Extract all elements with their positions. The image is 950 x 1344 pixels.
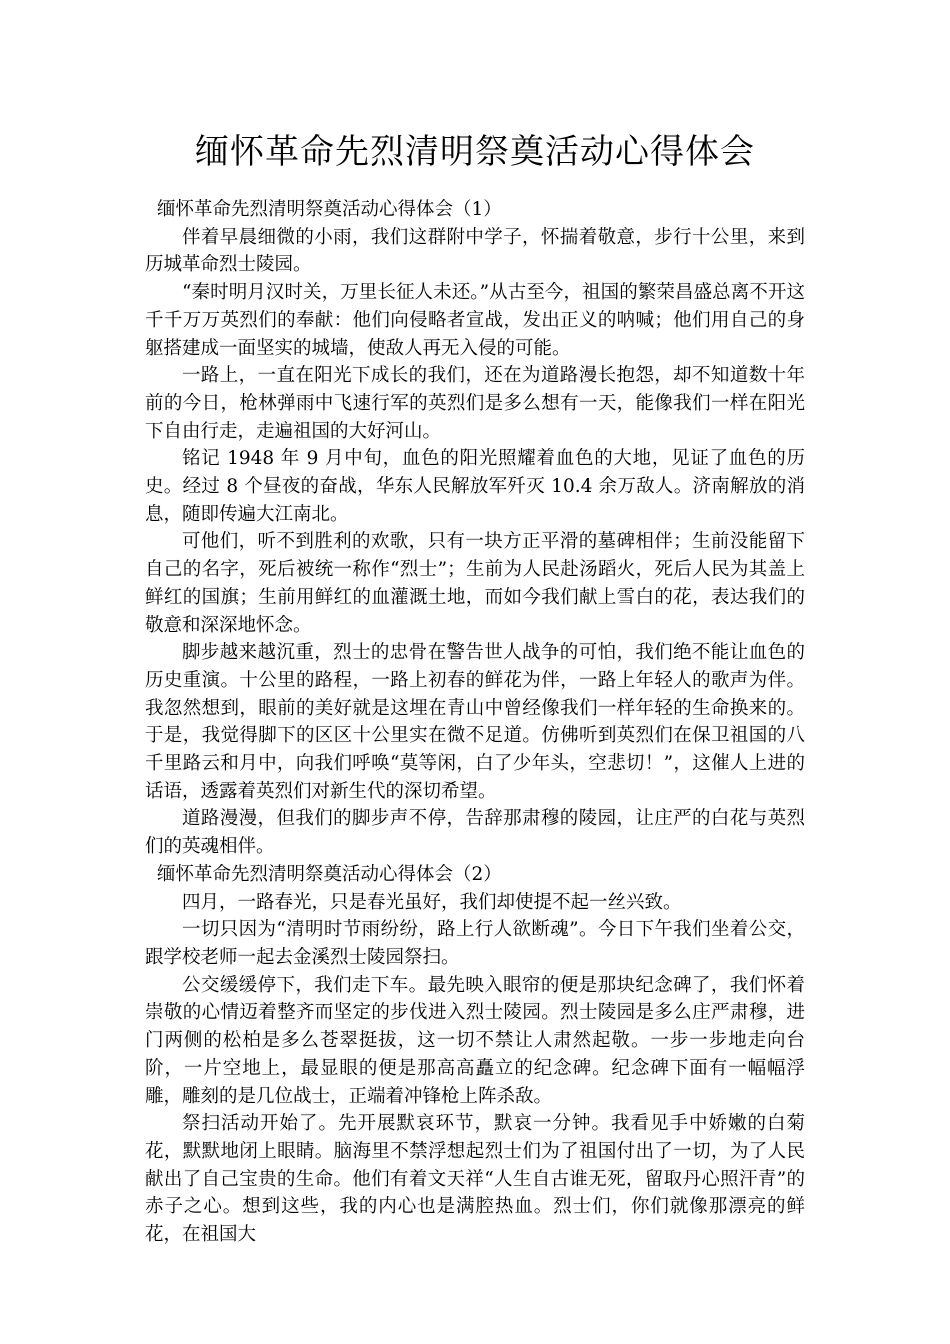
paragraph: “秦时明月汉时关，万里长征人未还。”从古至今，祖国的繁荣昌盛总离不开这千千万万英烈们的奉献：他们向侵略者宣战，发出正义的呐喊；他们用自己的身躯搭建成一面坚实的城墙，使敌人再无入侵的可能。: [145, 282, 805, 359]
section-heading: 缅怀革命先烈清明祭奠活动心得体会（1）: [157, 199, 502, 220]
section-2: [145, 861, 805, 1249]
paragraph: 公交缓缓停下，我们走下车。最先映入眼帘的便是那块纪念碑了，我们怀着崇敬的心情迈着整齐而坚定的步伐进入烈士陵园。烈士陵园是多么庄严肃穆，进门两侧的松柏是多么苍翠挺拔，这一切不禁让人肃然起敬。一步一步地走向台阶，一片空地上，最显眼的便是那高高矗立的纪念碑。纪念碑下面有一幅幅浮雕，雕刻的是几位战士，正端着冲锋枪上阵杀敌。: [145, 974, 805, 1107]
paragraph: 铭记 1948 年 9 月中旬，血色的阳光照耀着血色的大地，见证了血色的历史。经过 8 个昼夜的奋战，华东人民解放军歼灭 10.4 余万敌人。济南解放的消息，随即传遍大江南北。: [145, 448, 805, 525]
paragraph: 一切只因为“清明时节雨纷纷，路上行人欲断魂”。今日下午我们坐着公交，跟学校老师一起去金溪烈士陵园祭扫。: [145, 919, 805, 968]
section-heading: 缅怀革命先烈清明祭奠活动心得体会（2）: [157, 863, 502, 885]
paragraph: 祭扫活动开始了。先开展默哀环节，默哀一分钟。我看见手中娇嫩的白菊花，默默地闭上眼睛。脑海里不禁浮想起烈士们为了祖国付出了一切，为了人民献出了自己宝贵的生命。他们有着文天祥“人生自古谁无死，留取丹心照汗青”的赤子之心。想到这些，我的内心也是满腔热血。烈士们，你们就像那漂亮的鲜花，在祖国大: [145, 1113, 805, 1246]
section-1: [145, 196, 805, 861]
paragraph: 可他们，听不到胜利的欢歌，只有一块方正平滑的墓碑相伴；生前没能留下自己的名字，死后被统一称作“烈士”；生前为人民赴汤蹈火，死后人民为其盖上鲜红的国旗；生前用鲜红的血灌溉土地，而如今我们献上雪白的花，表达我们的敬意和深深地怀念。: [145, 531, 805, 636]
paragraph: 四月，一路春光，只是春光虽好，我们却使提不起一丝兴致。: [182, 891, 682, 913]
document-body: [145, 196, 805, 1249]
paragraph: 道路漫漫，但我们的脚步声不停，告辞那肃穆的陵园，让庄严的白花与英烈们的英魂相伴。: [145, 808, 805, 858]
paragraph: 一路上，一直在阳光下成长的我们，还在为道路漫长抱怨，却不知道数十年前的今日，枪林弹雨中飞速行军的英烈们是多么想有一天，能像我们一样在阳光下自由行走，走遍祖国的大好河山。: [145, 365, 805, 442]
paragraph: 伴着早晨细微的小雨，我们这群附中学子，怀揣着敬意，步行十公里，来到历城革命烈士陵园。: [145, 226, 805, 276]
document-title: 缅怀革命先烈清明祭奠活动心得体会: [195, 132, 755, 172]
paragraph: 脚步越来越沉重，烈士的忠骨在警告世人战争的可怕，我们绝不能让血色的历史重演。十公里的路程，一路上初春的鲜花为伴，一路上年轻人的歌声为伴。我忽然想到，眼前的美好就是这埋在青山中曾经像我们一样年轻的生命换来的。于是，我觉得脚下的区区十公里实在微不足道。仿佛听到英烈们在保卫祖国的八千里路云和月中，向我们呼唤“莫等闲，白了少年头，空悲切！”，这催人上进的话语，透露着英烈们对新生代的深切希望。: [145, 642, 805, 802]
